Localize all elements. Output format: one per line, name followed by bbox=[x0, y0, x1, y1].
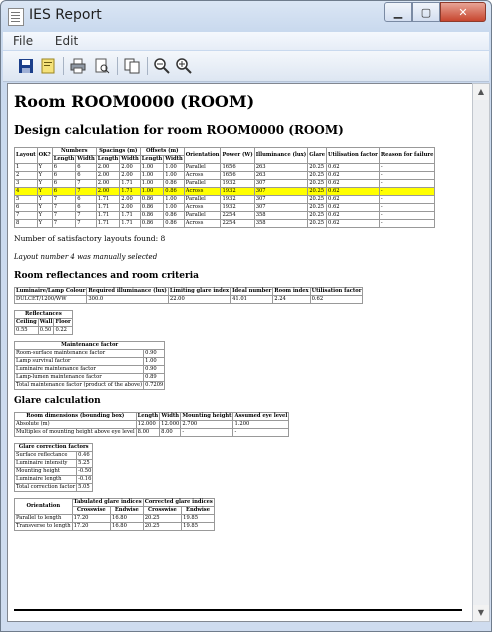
dimensions-header: Width bbox=[161, 413, 179, 419]
glare-indices-header: Tabulated glare indices bbox=[73, 499, 142, 505]
layout-cell: 2.00 bbox=[120, 172, 141, 180]
layout-cell: 1932 bbox=[221, 204, 254, 212]
maximize-icon: ▢ bbox=[420, 5, 432, 19]
layout-cell: Y bbox=[37, 212, 52, 220]
correction-value: -0.50 bbox=[78, 468, 92, 474]
layout-cell: 263 bbox=[254, 164, 308, 172]
correction-label: Luminaire intensity bbox=[15, 460, 77, 468]
dimensions-cell: 1.200 bbox=[233, 421, 289, 429]
layout-cell: 1932 bbox=[221, 180, 254, 188]
layout-cell: Parallel bbox=[184, 212, 221, 220]
correction-value: 0.46 bbox=[77, 452, 93, 460]
layout-cell: 0.62 bbox=[327, 196, 380, 204]
reflectances-cell: 0.55 bbox=[15, 327, 39, 335]
layout-cell: 2 bbox=[15, 172, 38, 180]
reflectances-table bbox=[14, 310, 73, 335]
close-icon: ✕ bbox=[458, 5, 468, 19]
layout-cell: 2.00 bbox=[120, 164, 141, 172]
layouts-header: OK? bbox=[37, 148, 52, 164]
layout-cell: 0.62 bbox=[327, 220, 380, 228]
layouts-header: Spacings (m) bbox=[96, 148, 140, 156]
dimensions-cell: 12.000 bbox=[161, 421, 180, 427]
layout-cell: 1.71 bbox=[96, 196, 120, 204]
layout-cell: 7 bbox=[52, 212, 76, 220]
criteria-cell: 2.24 bbox=[273, 296, 310, 304]
reflectances-section-title: Room reflectances and room criteria bbox=[14, 271, 200, 281]
layout-cell: 0.62 bbox=[327, 204, 380, 212]
layout-cell: 0.62 bbox=[327, 164, 380, 172]
layout-cell: 1.00 bbox=[140, 164, 164, 172]
maintenance-value: 0.90 bbox=[144, 350, 165, 358]
layout-cell: Across bbox=[184, 188, 221, 196]
glare-correction-table bbox=[14, 443, 93, 492]
layout-row bbox=[15, 212, 435, 220]
criteria-cell: 41.01 bbox=[231, 296, 273, 304]
maintenance-value: 0.89 bbox=[144, 374, 165, 382]
glare-indices-header: Corrected glare indices bbox=[144, 499, 213, 505]
layout-row bbox=[15, 196, 435, 204]
layout-cell: 2.00 bbox=[96, 188, 120, 196]
layout-cell: 0.62 bbox=[327, 180, 380, 188]
criteria-header: Luminaire/Lamp Colour bbox=[16, 288, 86, 294]
layouts-header: Orientation bbox=[184, 148, 221, 164]
window-controls bbox=[384, 2, 486, 22]
layout-cell: 4 bbox=[15, 188, 38, 196]
menu-file[interactable]: File bbox=[13, 34, 34, 48]
glare-indices-cell: 20.25 bbox=[143, 523, 181, 531]
glare-indices-subheader: Crosswise bbox=[143, 507, 181, 515]
reflectances-title: Reflectances bbox=[15, 311, 73, 319]
scroll-up-arrow-icon[interactable]: ▲ bbox=[473, 84, 489, 100]
layout-cell: 7 bbox=[76, 188, 97, 196]
layout-cell: Y bbox=[37, 180, 52, 188]
layout-cell: 1.00 bbox=[140, 180, 164, 188]
layouts-subheader: Width bbox=[165, 156, 183, 162]
layouts-subheader: Length bbox=[97, 156, 119, 162]
correction-title: Glare correction factors bbox=[15, 444, 93, 452]
report-document-button[interactable] bbox=[39, 57, 57, 75]
dimensions-cell: 8.00 bbox=[136, 429, 160, 437]
layout-cell: 1 bbox=[15, 164, 38, 172]
layout-cell: 20.25 bbox=[308, 172, 327, 180]
layout-cell: 0.62 bbox=[327, 212, 380, 220]
correction-value: -0.16 bbox=[78, 476, 92, 482]
criteria-header: Utilisation factor bbox=[311, 288, 362, 294]
layout-cell: 1.00 bbox=[140, 188, 164, 196]
layout-cell: 1656 bbox=[221, 172, 254, 180]
correction-label: Total correction factor bbox=[16, 484, 76, 490]
layouts-subheader: Width bbox=[77, 156, 95, 162]
glare-indices-cell: 16.80 bbox=[111, 523, 144, 531]
layout-row bbox=[15, 164, 435, 172]
dimensions-cell: Multiples of mounting height above eye level bbox=[16, 429, 135, 435]
layout-cell: 1656 bbox=[221, 164, 254, 172]
report-app-icon bbox=[8, 8, 24, 26]
layout-cell: 20.25 bbox=[308, 164, 327, 172]
print-preview-icon bbox=[94, 58, 110, 74]
glare-indices-subheader: Endwise bbox=[182, 507, 215, 515]
layout-cell: 2.00 bbox=[120, 196, 141, 204]
criteria-header: Limiting glare index bbox=[169, 288, 230, 294]
layout-cell: 1.71 bbox=[120, 212, 141, 220]
layout-cell: Y bbox=[37, 188, 52, 196]
layout-cell: 1.00 bbox=[164, 172, 185, 180]
layout-cell: 20.25 bbox=[308, 196, 327, 204]
glare-indices-cell: 16.80 bbox=[111, 515, 144, 523]
layout-cell: 7 bbox=[15, 212, 38, 220]
copy-icon bbox=[124, 58, 140, 74]
maximize-button[interactable] bbox=[412, 2, 440, 22]
layout-cell: 1.71 bbox=[96, 204, 120, 212]
dimensions-header: Room dimensions (bounding box) bbox=[15, 413, 137, 421]
layout-cell: 8 bbox=[15, 220, 38, 228]
layout-cell: 7 bbox=[52, 220, 76, 228]
layout-cell: 1932 bbox=[221, 196, 254, 204]
layout-cell: 6 bbox=[76, 172, 97, 180]
glare-indices-cell: 17.20 bbox=[72, 515, 110, 523]
layout-cell: 0.62 bbox=[327, 172, 380, 180]
layout-row bbox=[15, 188, 435, 196]
layout-cell: Across bbox=[184, 220, 221, 228]
layout-cell: 307 bbox=[254, 180, 308, 188]
layout-cell: 0.86 bbox=[164, 180, 185, 188]
maintenance-label: Lamp survival factor bbox=[15, 358, 144, 366]
layouts-subheader: Width bbox=[121, 156, 139, 162]
layouts-header: Layout bbox=[15, 148, 38, 164]
close-button[interactable] bbox=[440, 2, 486, 22]
layout-cell: Parallel bbox=[184, 180, 221, 188]
window-title: IES Report bbox=[29, 7, 102, 23]
layout-cell: 6 bbox=[52, 180, 76, 188]
layout-cell: 0.86 bbox=[140, 220, 164, 228]
toolbar-separator bbox=[63, 57, 64, 75]
layout-cell: 20.25 bbox=[308, 212, 327, 220]
maintenance-value: 0.90 bbox=[144, 366, 165, 374]
layout-cell: Y bbox=[37, 164, 52, 172]
printer-icon bbox=[70, 58, 86, 74]
layout-cell: 0.62 bbox=[327, 188, 380, 196]
layout-cell: 0.86 bbox=[140, 204, 164, 212]
layout-cell: - bbox=[379, 220, 435, 228]
glare-indices-cell: 17.20 bbox=[72, 523, 110, 531]
toolbar-separator bbox=[147, 57, 148, 75]
layout-cell: 1.71 bbox=[96, 220, 120, 228]
layout-row bbox=[15, 180, 435, 188]
layout-cell: - bbox=[379, 172, 435, 180]
zoom-out-button[interactable] bbox=[153, 57, 171, 75]
layout-cell: - bbox=[379, 196, 435, 204]
layouts-header: Glare bbox=[308, 148, 327, 164]
layout-cell: 263 bbox=[254, 172, 308, 180]
zoom-out-icon bbox=[154, 58, 170, 74]
copy-button[interactable] bbox=[123, 57, 141, 75]
layout-cell: 1.00 bbox=[140, 172, 164, 180]
zoom-in-icon bbox=[176, 58, 192, 74]
layout-cell: - bbox=[379, 180, 435, 188]
glare-indices-header: Orientation bbox=[15, 499, 73, 515]
scroll-down-arrow-icon[interactable]: ▼ bbox=[473, 605, 489, 621]
layout-cell: 307 bbox=[254, 196, 308, 204]
satisfactory-count: Number of satisfactory layouts found: 8 bbox=[14, 234, 166, 243]
layout-cell: Across bbox=[184, 172, 221, 180]
glare-indices-cell: Transverse to length bbox=[16, 523, 71, 529]
dimensions-header: Assumed eye level bbox=[234, 413, 288, 419]
layout-cell: 6 bbox=[76, 204, 97, 212]
layout-cell: Parallel bbox=[184, 196, 221, 204]
layout-cell: 2.00 bbox=[120, 204, 141, 212]
room-title: Room ROOM0000 (ROOM) bbox=[14, 92, 255, 111]
maintenance-label: Luminaire maintenance factor bbox=[15, 366, 144, 374]
design-calculation-title: Design calculation for room ROOM0000 (ROOM) bbox=[14, 123, 344, 137]
layout-cell: Y bbox=[37, 220, 52, 228]
criteria-cell: 300.0 bbox=[87, 296, 169, 304]
criteria-cell: DULCET/1200/WW bbox=[15, 296, 87, 304]
layouts-table-body bbox=[15, 164, 435, 228]
manual-selection-note: Layout number 4 was manually selected bbox=[14, 253, 158, 261]
layout-cell: 358 bbox=[254, 212, 308, 220]
layout-cell: - bbox=[379, 164, 435, 172]
layout-cell: - bbox=[379, 204, 435, 212]
layout-cell: Y bbox=[37, 172, 52, 180]
correction-label: Luminaire length bbox=[15, 476, 77, 484]
save-icon bbox=[18, 58, 34, 74]
layout-cell: - bbox=[379, 212, 435, 220]
correction-label: Surface reflectance bbox=[15, 452, 77, 460]
glare-indices-table bbox=[14, 498, 215, 531]
layout-cell: 1.71 bbox=[96, 212, 120, 220]
layouts-table bbox=[14, 147, 435, 228]
menu-bar bbox=[3, 32, 489, 50]
layout-cell: 6 bbox=[52, 164, 76, 172]
dimensions-cell: 8.00 bbox=[160, 429, 181, 437]
glare-indices-subheader: Crosswise bbox=[72, 507, 110, 515]
layout-cell: 307 bbox=[254, 188, 308, 196]
layout-cell: 20.25 bbox=[308, 180, 327, 188]
layout-cell: 1.00 bbox=[164, 204, 185, 212]
print-button[interactable] bbox=[69, 57, 87, 75]
layout-cell: Y bbox=[37, 196, 52, 204]
dimensions-header: Mounting height bbox=[182, 413, 232, 419]
glare-indices-cell: Parallel to length bbox=[15, 515, 73, 523]
layout-cell: 7 bbox=[52, 204, 76, 212]
layout-cell: 1932 bbox=[221, 188, 254, 196]
menu-edit[interactable]: Edit bbox=[54, 34, 79, 48]
layout-row bbox=[15, 220, 435, 228]
maintenance-label: Room-surface maintenance factor bbox=[15, 350, 144, 358]
zoom-in-button[interactable] bbox=[175, 57, 193, 75]
correction-label: Mounting height bbox=[15, 468, 77, 476]
minimize-icon: ▁ bbox=[393, 5, 403, 19]
layout-cell: 7 bbox=[76, 212, 97, 220]
layout-cell: 0.86 bbox=[140, 212, 164, 220]
layout-cell: 1.71 bbox=[120, 188, 141, 196]
layout-cell: 1.71 bbox=[120, 180, 141, 188]
maintenance-factor-table bbox=[14, 341, 165, 390]
layout-cell: 0.86 bbox=[140, 196, 164, 204]
reflectances-header: Floor bbox=[55, 319, 71, 325]
reflectances-cell: 0.22 bbox=[54, 327, 72, 335]
toolbar bbox=[3, 51, 489, 82]
report-end-rule bbox=[14, 609, 462, 611]
layout-cell: Across bbox=[184, 204, 221, 212]
report-document bbox=[8, 84, 472, 531]
correction-value: 5.05 bbox=[77, 484, 93, 492]
dimensions-cell: 12.000 bbox=[136, 421, 160, 429]
layout-cell: 1.00 bbox=[164, 164, 185, 172]
layout-cell: 7 bbox=[76, 220, 97, 228]
layout-cell: 1.71 bbox=[120, 220, 141, 228]
layout-cell: 5 bbox=[15, 196, 38, 204]
minimize-button[interactable] bbox=[384, 2, 412, 22]
glare-indices-subheader: Endwise bbox=[111, 507, 144, 515]
criteria-header: Room index bbox=[274, 288, 309, 294]
layouts-header: Offsets (m) bbox=[140, 148, 184, 156]
layout-cell: Y bbox=[37, 204, 52, 212]
maintenance-label: Total maintenance factor (product of the above) bbox=[16, 382, 143, 388]
layouts-subheader: Length bbox=[53, 156, 75, 162]
layout-cell: 7 bbox=[76, 180, 97, 188]
dimensions-cell: Absolute (m) bbox=[15, 421, 137, 429]
vertical-scrollbar[interactable] bbox=[472, 83, 490, 622]
dimensions-cell: - bbox=[181, 429, 233, 437]
correction-value: 5.25 bbox=[77, 460, 93, 468]
layout-cell: 2.00 bbox=[96, 164, 120, 172]
layout-row bbox=[15, 172, 435, 180]
layouts-header: Numbers bbox=[52, 148, 96, 156]
layout-cell: 0.86 bbox=[164, 188, 185, 196]
layout-cell: 6 bbox=[52, 188, 76, 196]
toolbar-separator bbox=[117, 57, 118, 75]
maintenance-value: 0.7209 bbox=[145, 382, 164, 388]
layout-cell: 2254 bbox=[221, 212, 254, 220]
layout-cell: 6 bbox=[76, 196, 97, 204]
layout-cell: 358 bbox=[254, 220, 308, 228]
maintenance-title: Maintenance factor bbox=[15, 342, 165, 350]
layout-cell: 307 bbox=[254, 204, 308, 212]
layout-cell: 3 bbox=[15, 180, 38, 188]
reflectances-header: Wall bbox=[39, 319, 53, 325]
reflectances-header: Ceiling bbox=[16, 319, 37, 325]
criteria-header: Ideal number bbox=[232, 288, 272, 294]
layout-row bbox=[15, 204, 435, 212]
dimensions-header: Length bbox=[137, 413, 159, 419]
criteria-header: Required illuminance (lux) bbox=[88, 288, 167, 294]
room-criteria-table bbox=[14, 287, 363, 304]
layouts-header: Reason for failure bbox=[379, 148, 435, 164]
layout-cell: Parallel bbox=[184, 164, 221, 172]
criteria-cell: 22.00 bbox=[168, 296, 230, 304]
layouts-header: Power (W) bbox=[221, 148, 254, 164]
maintenance-value: 1.00 bbox=[144, 358, 165, 366]
reflectances-cell: 0.50 bbox=[38, 327, 54, 335]
report-viewer[interactable] bbox=[7, 83, 473, 622]
criteria-cell: 0.62 bbox=[310, 296, 363, 304]
layout-cell: 20.25 bbox=[308, 188, 327, 196]
glare-indices-cell: 20.25 bbox=[143, 515, 181, 523]
layout-cell: 1.00 bbox=[164, 196, 185, 204]
layouts-header: Illuminance (lux) bbox=[254, 148, 308, 164]
print-preview-button[interactable] bbox=[93, 57, 111, 75]
layout-cell: 20.25 bbox=[308, 204, 327, 212]
room-dimensions-table bbox=[14, 412, 289, 437]
layout-cell: 2254 bbox=[221, 220, 254, 228]
layout-cell: 7 bbox=[52, 196, 76, 204]
layout-cell: 6 bbox=[52, 172, 76, 180]
glare-indices-cell: 19.85 bbox=[182, 523, 215, 531]
dimensions-cell: - bbox=[233, 429, 289, 437]
layout-cell: - bbox=[379, 188, 435, 196]
dimensions-cell: 2.700 bbox=[181, 421, 233, 429]
save-button[interactable] bbox=[17, 57, 35, 75]
document-note-icon bbox=[40, 58, 56, 74]
layout-cell: 2.00 bbox=[96, 180, 120, 188]
maintenance-label: Lamp-lumen maintenance factor bbox=[15, 374, 144, 382]
layout-cell: 0.86 bbox=[164, 220, 185, 228]
layout-cell: 6 bbox=[76, 164, 97, 172]
title-bar[interactable] bbox=[1, 1, 491, 31]
layouts-header: Utilisation factor bbox=[327, 148, 380, 164]
layout-cell: 6 bbox=[15, 204, 38, 212]
layout-cell: 20.25 bbox=[308, 220, 327, 228]
glare-indices-cell: 19.85 bbox=[182, 515, 215, 523]
layout-cell: 0.86 bbox=[164, 212, 185, 220]
layout-cell: 2.00 bbox=[96, 172, 120, 180]
layouts-subheader: Length bbox=[141, 156, 163, 162]
glare-section-title: Glare calculation bbox=[14, 396, 101, 406]
